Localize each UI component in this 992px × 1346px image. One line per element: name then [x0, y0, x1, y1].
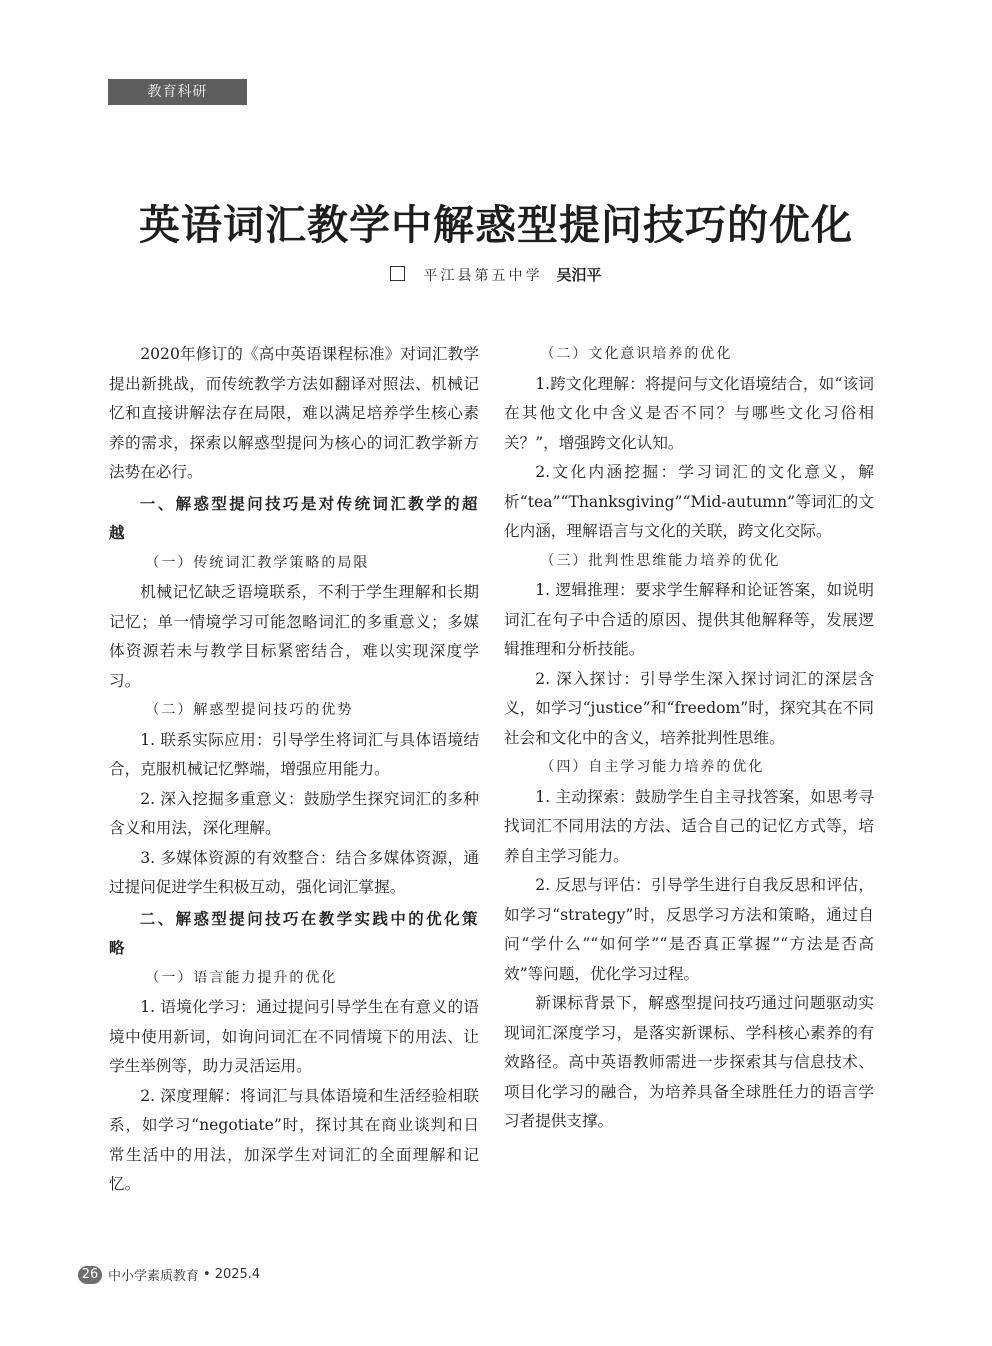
subsection-heading: （三）批判性思维能力培养的优化 [540, 552, 781, 569]
issue-number: 2025.4 [214, 1267, 261, 1282]
author-name: 吴汨平 [556, 266, 602, 284]
subsection-heading: （一）传统词汇教学策略的局限 [145, 554, 370, 571]
paragraph: 3. 多媒体资源的有效整合：结合多媒体资源，通过提问促进学生积极互动，强化词汇掌握。 [109, 848, 479, 896]
author-school: 平江县第五中学 [423, 268, 543, 284]
journal-name: 中小学素质教育 [108, 1269, 200, 1284]
paragraph: 1. 联系实际应用：引导学生将词汇与具体语境结合，克服机械记忆弊端，增强应用能力。 [109, 730, 479, 778]
paragraph: 1. 逻辑推理：要求学生解释和论证答案，如说明词汇在句子中合适的原因、提供其他解释等，发展逻辑推理和分析技能。 [504, 581, 874, 658]
left-column [109, 340, 479, 1200]
right-column [504, 340, 874, 1137]
paragraph: 1. 语境化学习：通过提问引导学生在有意义的语境中使用新词，如询问词汇在不同情境下的用法、让学生举例等，助力灵活运用。 [109, 998, 479, 1075]
page-number: 26 [78, 1266, 102, 1284]
page-footer [78, 1265, 260, 1284]
paragraph: 2. 深入挖掘多重意义：鼓励学生探究词汇的多种含义和用法，深化理解。 [109, 789, 479, 837]
subsection-heading: （二）文化意识培养的优化 [540, 346, 733, 362]
section-heading: 二、解惑型提问技巧在教学实践中的优化策略 [109, 909, 479, 957]
byline [0, 264, 992, 285]
paragraph: 2. 深入探讨：引导学生深入探讨词汇的深层含义，如学习“justice”和“freedom”时，探究其在不同社会和文化中的含义，培养批判性思维。 [504, 669, 874, 747]
paragraph: 机械记忆缺乏语境联系，不利于学生理解和长期记忆；单一情境学习可能忽略词汇的多重意义；多媒体资源若未与教学目标紧密结合，难以实现深度学习。 [109, 583, 479, 690]
subsection-heading: （四）自主学习能力培养的优化 [540, 759, 765, 775]
paragraph: 1.跨文化理解：将提问与文化语境结合，如“该词在其他文化中含义是否不同？与哪些文化习俗相关？”，增强跨文化认知。 [504, 374, 874, 452]
paragraph: 2020年修订的《高中英语课程标准》对词汇教学提出新挑战，而传统教学方法如翻译对照法、机械记忆和直接讲解法存在局限，难以满足培养学生核心素养的需求，探索以解惑型提问为核心的词汇教学新方法势在必行。 [109, 345, 479, 481]
section-heading: 一、解惑型提问技巧是对传统词汇教学的超越 [109, 494, 479, 542]
paragraph: 新课标背景下，解惑型提问技巧通过问题驱动实现词汇深度学习，是落实新课标、学科核心素养的有效路径。高中英语教师需进一步探索其与信息技术、项目化学习的融合，为培养具备全球胜任力的语言学习者提供支撑。 [504, 994, 874, 1130]
article-title: 英语词汇教学中解惑型提问技巧的优化 [139, 201, 853, 249]
paragraph: 2. 反思与评估：引导学生进行自我反思和评估，如学习“strategy”时，反思学习方法和策略，通过自问“学什么”“如何学”“是否真正掌握”“方法是否高效”等问题，优化学习过程。 [504, 876, 874, 983]
footer-separator: • [203, 1267, 211, 1282]
square-icon [390, 266, 405, 281]
subsection-heading: （一）语言能力提升的优化 [145, 969, 338, 986]
paragraph: 1. 主动探索：鼓励学生自主寻找答案，如思考寻找词汇不同用法的方法、适合自己的记忆方式等，培养自主学习能力。 [504, 787, 874, 865]
paragraph: 2. 深度理解：将词汇与具体语境和生活经验相联系，如学习“negotiate”时，探讨其在商业谈判和日常生活中的用法，加深学生对词汇的全面理解和记忆。 [109, 1086, 479, 1193]
subsection-heading: （二）解惑型提问技巧的优势 [145, 702, 354, 718]
paragraph: 2.文化内涵挖掘：学习词汇的文化意义，解析“tea”“Thanksgiving”“Mid-autumn”等词汇的文化内涵，理解语言与文化的关联，跨文化交际。 [504, 463, 874, 540]
section-tag: 教育科研 [108, 79, 247, 105]
